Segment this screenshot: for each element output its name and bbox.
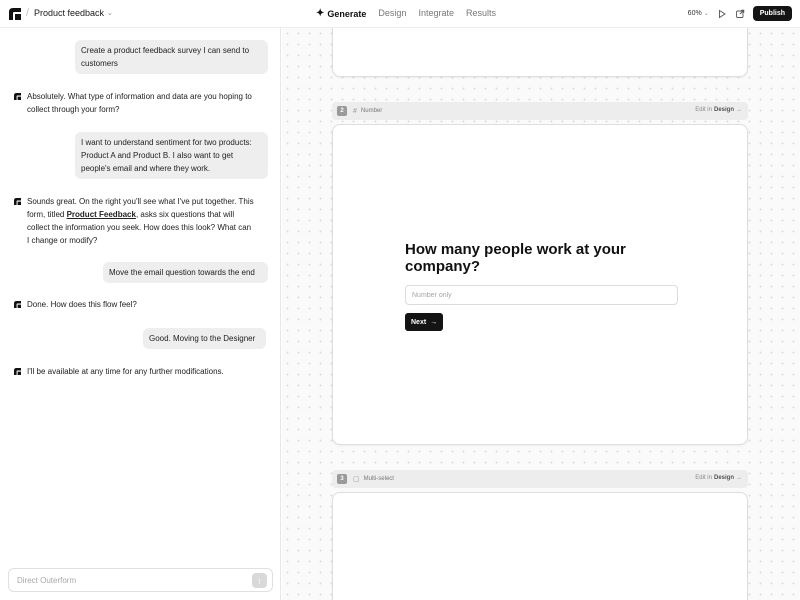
user-message-text: I want to understand sentiment for two products: Product A and Product B. I also want to get people's email and where they work.: [81, 138, 252, 173]
outerform-bot-icon: [14, 93, 21, 100]
assistant-message-text: I'll be available at any time for any further modifications.: [27, 367, 224, 376]
assistant-message: [14, 195, 254, 247]
form-card-multi-select[interactable]: [332, 492, 748, 600]
edit-in-design-link[interactable]: [695, 107, 742, 113]
project-title: Product feedback: [34, 8, 105, 18]
chat-panel: [0, 28, 281, 600]
assistant-message-text: [27, 195, 254, 247]
assistant-text-part: Sounds great. On the right you'll see what I've put together. This form, titled: [27, 197, 254, 219]
user-message: [75, 132, 268, 179]
user-message: [75, 40, 268, 74]
edit-in-design-link[interactable]: [695, 475, 742, 481]
form-title-link[interactable]: Product Feedback: [66, 210, 136, 219]
zoom-dropdown[interactable]: [688, 10, 709, 17]
outerform-bot-icon: [14, 301, 21, 308]
publish-button[interactable]: Publish: [753, 6, 792, 21]
user-message: [103, 262, 268, 283]
arrow-right-icon: →: [736, 475, 742, 481]
step-header[interactable]: [332, 470, 748, 488]
step-number: 3: [337, 474, 347, 484]
assistant-text-part: , asks six questions that will collect the information you seek. How does this look? What can I change or modify?: [27, 210, 252, 245]
zoom-level: 60%: [687, 10, 702, 17]
user-message-text: Create a product feedback survey I can send to customers: [81, 46, 250, 68]
chat-input[interactable]: [17, 576, 237, 585]
edit-target: Design: [713, 475, 734, 481]
user-message: [143, 328, 266, 349]
tab-integrate[interactable]: Integrate: [418, 8, 454, 18]
step-number: 2: [337, 106, 347, 116]
assistant-message-text: Done. How does this flow feel?: [27, 300, 137, 309]
chevron-down-icon: ⌄: [107, 10, 113, 17]
tab-design[interactable]: Design: [378, 8, 407, 18]
play-preview-icon[interactable]: [717, 9, 727, 19]
assistant-message: [14, 365, 264, 378]
tab-generate[interactable]: [316, 8, 366, 19]
top-bar: [0, 0, 800, 28]
outerform-logo-icon[interactable]: [8, 7, 22, 21]
send-button[interactable]: [252, 573, 267, 588]
breadcrumb-separator: /: [26, 7, 30, 19]
question-title: How many people work at your company?: [405, 241, 626, 275]
arrow-right-icon: →: [736, 107, 742, 113]
step-type-label: Multi-select: [363, 476, 394, 482]
assistant-message: [14, 90, 254, 116]
chevron-down-icon: ⌄: [703, 11, 709, 17]
next-button-label: Next: [411, 318, 427, 326]
assistant-message: [14, 298, 254, 311]
project-title-dropdown[interactable]: [34, 8, 113, 18]
assistant-message-text: Absolutely. What type of information and data are you hoping to collect through your form?: [27, 92, 252, 114]
step-type-label: Number: [360, 108, 383, 114]
form-card-previous[interactable]: [332, 28, 748, 77]
form-card-number[interactable]: [332, 124, 748, 445]
arrow-up-icon: ↑: [257, 575, 262, 586]
sparkle-icon: ✦: [316, 8, 325, 19]
toolbar-right: [688, 6, 792, 21]
chat-composer: [8, 568, 273, 592]
edit-prefix: Edit in: [695, 107, 712, 113]
user-message-text: Good. Moving to the Designer: [149, 334, 256, 343]
outerform-bot-icon: [14, 198, 21, 205]
number-answer-input[interactable]: [405, 285, 678, 305]
tab-results[interactable]: Results: [465, 8, 496, 18]
step-header[interactable]: [332, 102, 748, 120]
form-canvas[interactable]: [282, 28, 800, 600]
arrow-right-icon: →: [430, 318, 438, 326]
edit-prefix: Edit in: [695, 475, 712, 481]
user-message-text: Move the email question towards the end: [109, 268, 255, 277]
open-external-icon[interactable]: [735, 9, 745, 19]
edit-target: Design: [713, 107, 734, 113]
tab-generate-label: Generate: [327, 8, 367, 19]
outerform-bot-icon: [14, 368, 21, 375]
next-button[interactable]: [405, 313, 443, 331]
hash-icon: #: [353, 107, 357, 115]
multi-select-icon: ▢: [353, 476, 360, 483]
main-nav: [316, 8, 496, 19]
